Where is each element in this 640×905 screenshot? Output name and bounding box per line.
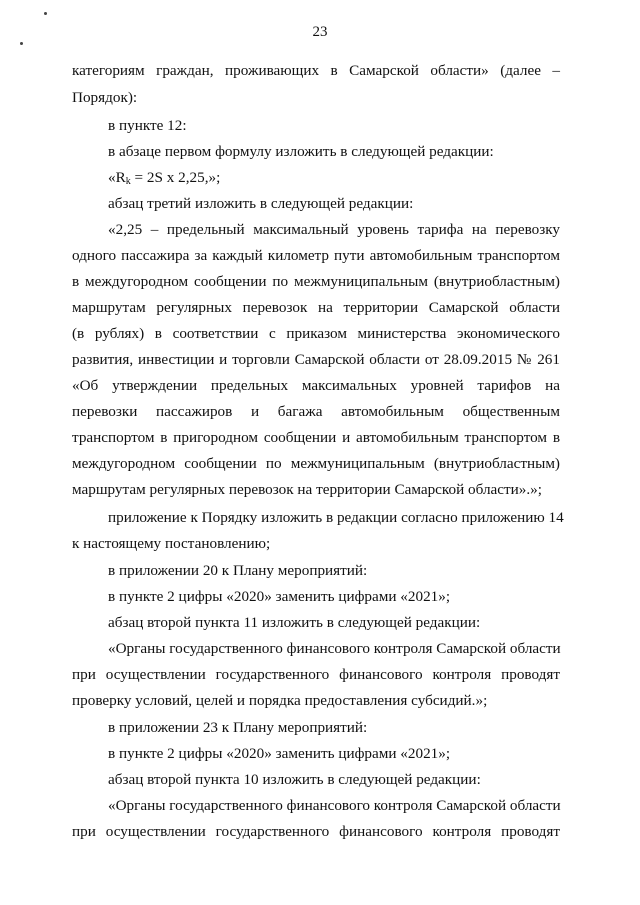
text-line: в приложении 20 к Плану мероприятий:	[108, 562, 368, 579]
text-line: абзац второй пункта 10 изложить в следующей редакции:	[108, 771, 481, 788]
text-line: маршрутам регулярных перевозок на территории Самарской области	[72, 299, 560, 316]
text-line: междугородном сообщении по межмуниципальным (внутриобластным)	[72, 455, 560, 472]
text-line: перевозки пассажиров и багажа автомобильным общественным	[72, 403, 560, 420]
text-line: приложение к Порядку изложить в редакции согласно приложению 14	[108, 509, 564, 526]
text-line: транспортом в пригородном сообщении и автомобильным транспортом в	[72, 429, 560, 446]
text-line: в пункте 12:	[108, 117, 187, 134]
text-line: в междугородном сообщении по межмуниципальным (внутриобластным)	[72, 273, 560, 290]
text-line: проверку условий, целей и порядка предоставления субсидий.»;	[72, 692, 488, 709]
scan-mark	[44, 12, 47, 15]
text-line: категориям граждан, проживающих в Самарской области» (далее –	[72, 62, 560, 79]
text-line: «Об утверждении предельных максимальных уровней тарифов на	[72, 377, 560, 394]
text-line: при осуществлении государственного финансового контроля проводят	[72, 666, 560, 683]
text-line: в пункте 2 цифры «2020» заменить цифрами «2021»;	[108, 588, 451, 605]
text-line: в абзаце первом формулу изложить в следующей редакции:	[108, 143, 494, 160]
scan-mark	[20, 42, 23, 45]
text-line: маршрутам регулярных перевозок на территории Самарской области».»;	[72, 481, 542, 498]
text-line: к настоящему постановлению;	[72, 535, 271, 552]
formula-suffix: = 2S х 2,25,»;	[130, 169, 221, 186]
page-number: 23	[312, 24, 328, 40]
text-line: абзац третий изложить в следующей редакции:	[108, 195, 414, 212]
formula-prefix: «R	[108, 169, 126, 186]
formula-line	[108, 169, 220, 191]
text-line: при осуществлении государственного финансового контроля проводят	[72, 823, 560, 840]
text-line: в пункте 2 цифры «2020» заменить цифрами «2021»;	[108, 745, 451, 762]
text-line: «Органы государственного финансового контроля Самарской области	[108, 640, 561, 657]
formula-subscript: k	[125, 176, 131, 187]
text-line: «2,25 – предельный максимальный уровень тарифа на перевозку	[108, 221, 560, 238]
text-line: (в рублях) в соответствии с приказом министерства экономического	[72, 325, 560, 342]
text-line: абзац второй пункта 11 изложить в следующей редакции:	[108, 614, 481, 631]
text-line: Порядок):	[72, 89, 138, 106]
text-line: в приложении 23 к Плану мероприятий:	[108, 719, 368, 736]
text-line: «Органы государственного финансового контроля Самарской области	[108, 797, 561, 814]
text-line: развития, инвестиции и торговли Самарской области от 28.09.2015 № 261	[72, 351, 560, 368]
text-line: одного пассажира за каждый километр пути автомобильным транспортом	[72, 247, 560, 264]
